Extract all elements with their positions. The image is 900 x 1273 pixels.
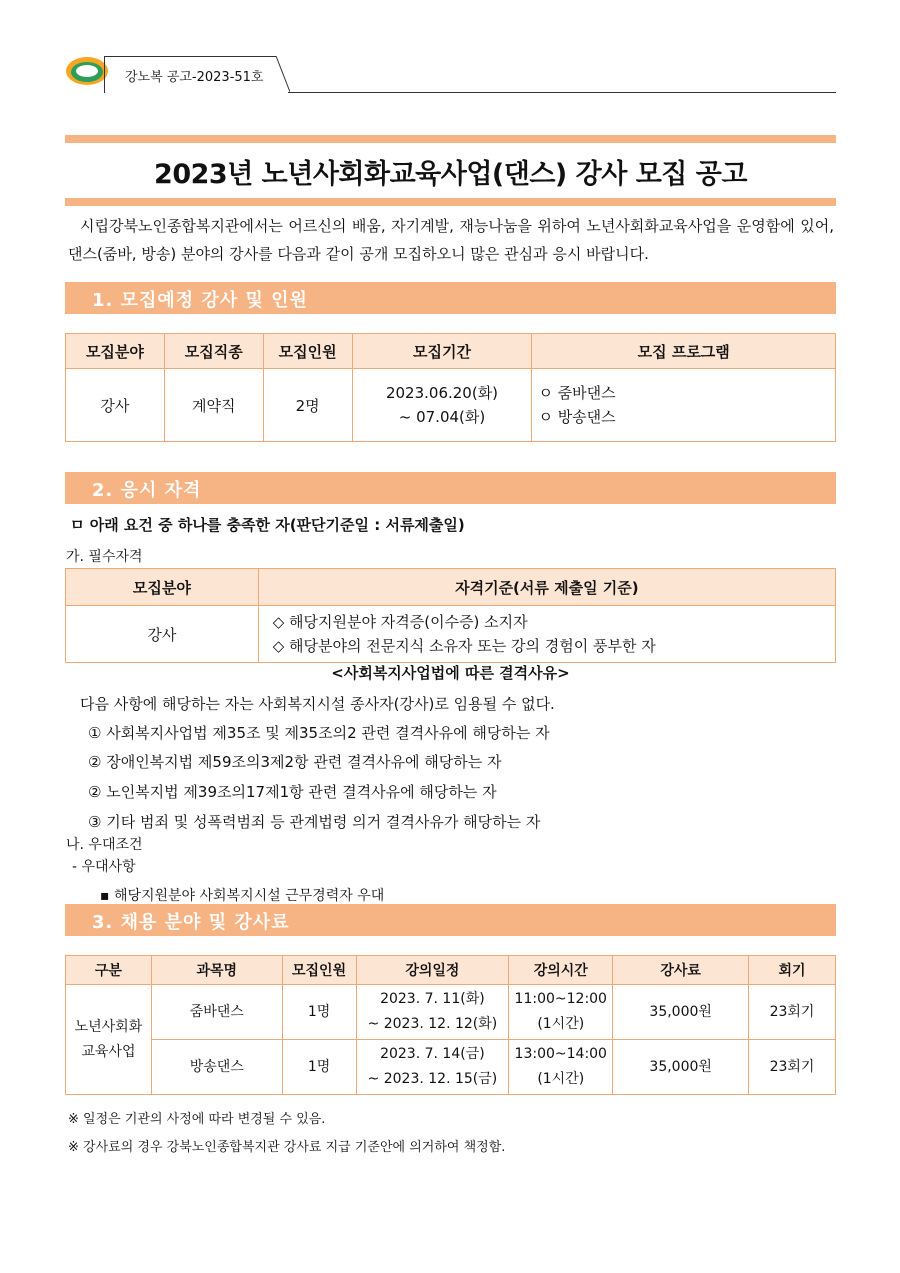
required-label: 가. 필수자격: [66, 549, 143, 565]
time-duration: (1시간): [537, 1071, 585, 1087]
program-item: ㅇ 방송댄스: [538, 408, 616, 426]
header-sessions: 회기: [749, 956, 836, 985]
page-title: 2023년 노년사회화교육사업(댄스) 강사 모집 공고: [154, 159, 747, 190]
cell-subject: 방송댄스: [151, 1040, 282, 1095]
criteria-item: ◇ 해당분야의 전문지식 소유자 또는 강의 경험이 풍부한 자: [272, 637, 656, 655]
header-field: 모집분야: [66, 569, 259, 606]
table-header-row: [66, 334, 836, 369]
cell-fee: 35,000원: [613, 985, 749, 1040]
table-row: [66, 369, 836, 442]
header-subject: 과목명: [151, 956, 282, 985]
section1-heading: 1. 모집예정 강사 및 인원: [92, 290, 308, 311]
period-start: 2023.06.20(화): [385, 384, 499, 402]
title-bottom-bar: [65, 198, 836, 206]
recruitment-table: [65, 333, 836, 442]
time-range: 11:00~12:00: [514, 991, 607, 1007]
header-schedule: 강의일정: [356, 956, 509, 985]
footnote: ※ 일정은 기관의 사정에 따라 변경될 수 있음.: [68, 1112, 326, 1127]
section2-heading-bar: [65, 472, 836, 504]
qualification-table: [65, 568, 836, 663]
header-period: 모집기간: [352, 334, 532, 369]
header-rule-top: [104, 56, 276, 57]
section2-heading: 2. 응시 자격: [92, 480, 202, 501]
preference-label: 나. 우대조건: [66, 837, 143, 853]
header-rule: [288, 92, 836, 93]
section3-heading-bar: [65, 904, 836, 936]
table-header-row: [66, 956, 836, 985]
footnote: ※ 강사료의 경우 강북노인종합복지관 강사료 지급 기준안에 의거하여 책정함.: [68, 1140, 506, 1155]
document-number: 강노복 공고-2023-51호: [125, 70, 264, 85]
disqualification-item: ① 사회복지사업법 제35조 및 제35조의2 관련 결격사유에 해당하는 자: [88, 724, 550, 742]
disqualification-title: <사회복지사업법에 따른 결격사유>: [331, 664, 570, 682]
header-type: 모집직종: [164, 334, 263, 369]
time-duration: (1시간): [537, 1016, 585, 1032]
cell-time: [509, 985, 613, 1040]
cell-count: 1명: [282, 1040, 356, 1095]
cell-schedule: [356, 985, 509, 1040]
table-row: [66, 985, 836, 1040]
fee-table: [65, 955, 836, 1095]
program-item: ㅇ 줌바댄스: [538, 384, 616, 402]
header-category: 구분: [66, 956, 152, 985]
schedule-end: ~ 2023. 12. 12(화): [367, 1016, 498, 1032]
cell-sessions: 23회기: [749, 1040, 836, 1095]
header-rule-slant: [270, 56, 290, 93]
header-time: 강의시간: [509, 956, 613, 985]
cell-category: [66, 985, 152, 1095]
header-count: 모집인원: [282, 956, 356, 985]
cell-subject: 줌바댄스: [151, 985, 282, 1040]
criteria-item: ◇ 해당지원분야 자격증(이수증) 소지자: [272, 613, 528, 631]
intro-paragraph: 시립강북노인종합복지관에서는 어르신의 배움, 자기계발, 재능나눔을 위하여 노년사회화교육사업을 운영함에 있어, 댄스(줌바, 방송) 분야의 강사를 다음과 같이 공개 모집하오니 많은 관심과 응시 바랍니다.: [68, 217, 834, 263]
header-program: 모집 프로그램: [532, 334, 836, 369]
cell-count: 1명: [282, 985, 356, 1040]
cell-field: 강사: [66, 606, 259, 663]
disqualification-item: ② 노인복지법 제39조의17제1항 관련 결격사유에 해당하는 자: [88, 783, 497, 801]
qualification-lead: ㅁ 아래 요건 중 하나를 충족한 자(판단기준일 : 서류제출일): [70, 516, 465, 534]
title-top-bar: [65, 135, 836, 143]
cell-time: [509, 1040, 613, 1095]
header-rule-left: [104, 56, 105, 93]
period-end: ~ 07.04(화): [398, 408, 486, 426]
cell-fee: 35,000원: [613, 1040, 749, 1095]
category-line: 교육사업: [81, 1043, 136, 1060]
cell-count: 2명: [263, 369, 352, 442]
cell-criteria: [258, 606, 835, 663]
header-criteria: 자격기준(서류 제출일 기준): [258, 569, 835, 606]
table-row: [66, 606, 836, 663]
disqualification-item: ③ 기타 범죄 및 성폭력범죄 등 관계법령 의거 결격사유가 해당하는 자: [88, 813, 541, 831]
header-fee: 강사료: [613, 956, 749, 985]
cell-sessions: 23회기: [749, 985, 836, 1040]
table-row: [66, 1040, 836, 1095]
preference-item: ▪ 해당지원분야 사회복지시설 근무경력자 우대: [100, 888, 385, 904]
cell-programs: [532, 369, 836, 442]
header-field: 모집분야: [66, 334, 165, 369]
table-header-row: [66, 569, 836, 606]
cell-field: 강사: [66, 369, 165, 442]
header-count: 모집인원: [263, 334, 352, 369]
section1-heading-bar: [65, 282, 836, 314]
cell-type: 계약직: [164, 369, 263, 442]
disqualification-intro: 다음 사항에 해당하는 자는 사회복지시설 종사자(강사)로 임용될 수 없다.: [80, 695, 555, 713]
schedule-start: 2023. 7. 11(화): [380, 991, 485, 1007]
category-line: 노년사회화: [74, 1018, 143, 1035]
schedule-start: 2023. 7. 14(금): [380, 1046, 485, 1062]
cell-schedule: [356, 1040, 509, 1095]
preference-sub: - 우대사항: [72, 859, 136, 875]
cell-period: [352, 369, 532, 442]
disqualification-item: ② 장애인복지법 제59조의3제2항 관련 결격사유에 해당하는 자: [88, 753, 502, 771]
section3-heading: 3. 채용 분야 및 강사료: [92, 912, 290, 933]
time-range: 13:00~14:00: [514, 1046, 607, 1062]
schedule-end: ~ 2023. 12. 15(금): [367, 1071, 498, 1087]
